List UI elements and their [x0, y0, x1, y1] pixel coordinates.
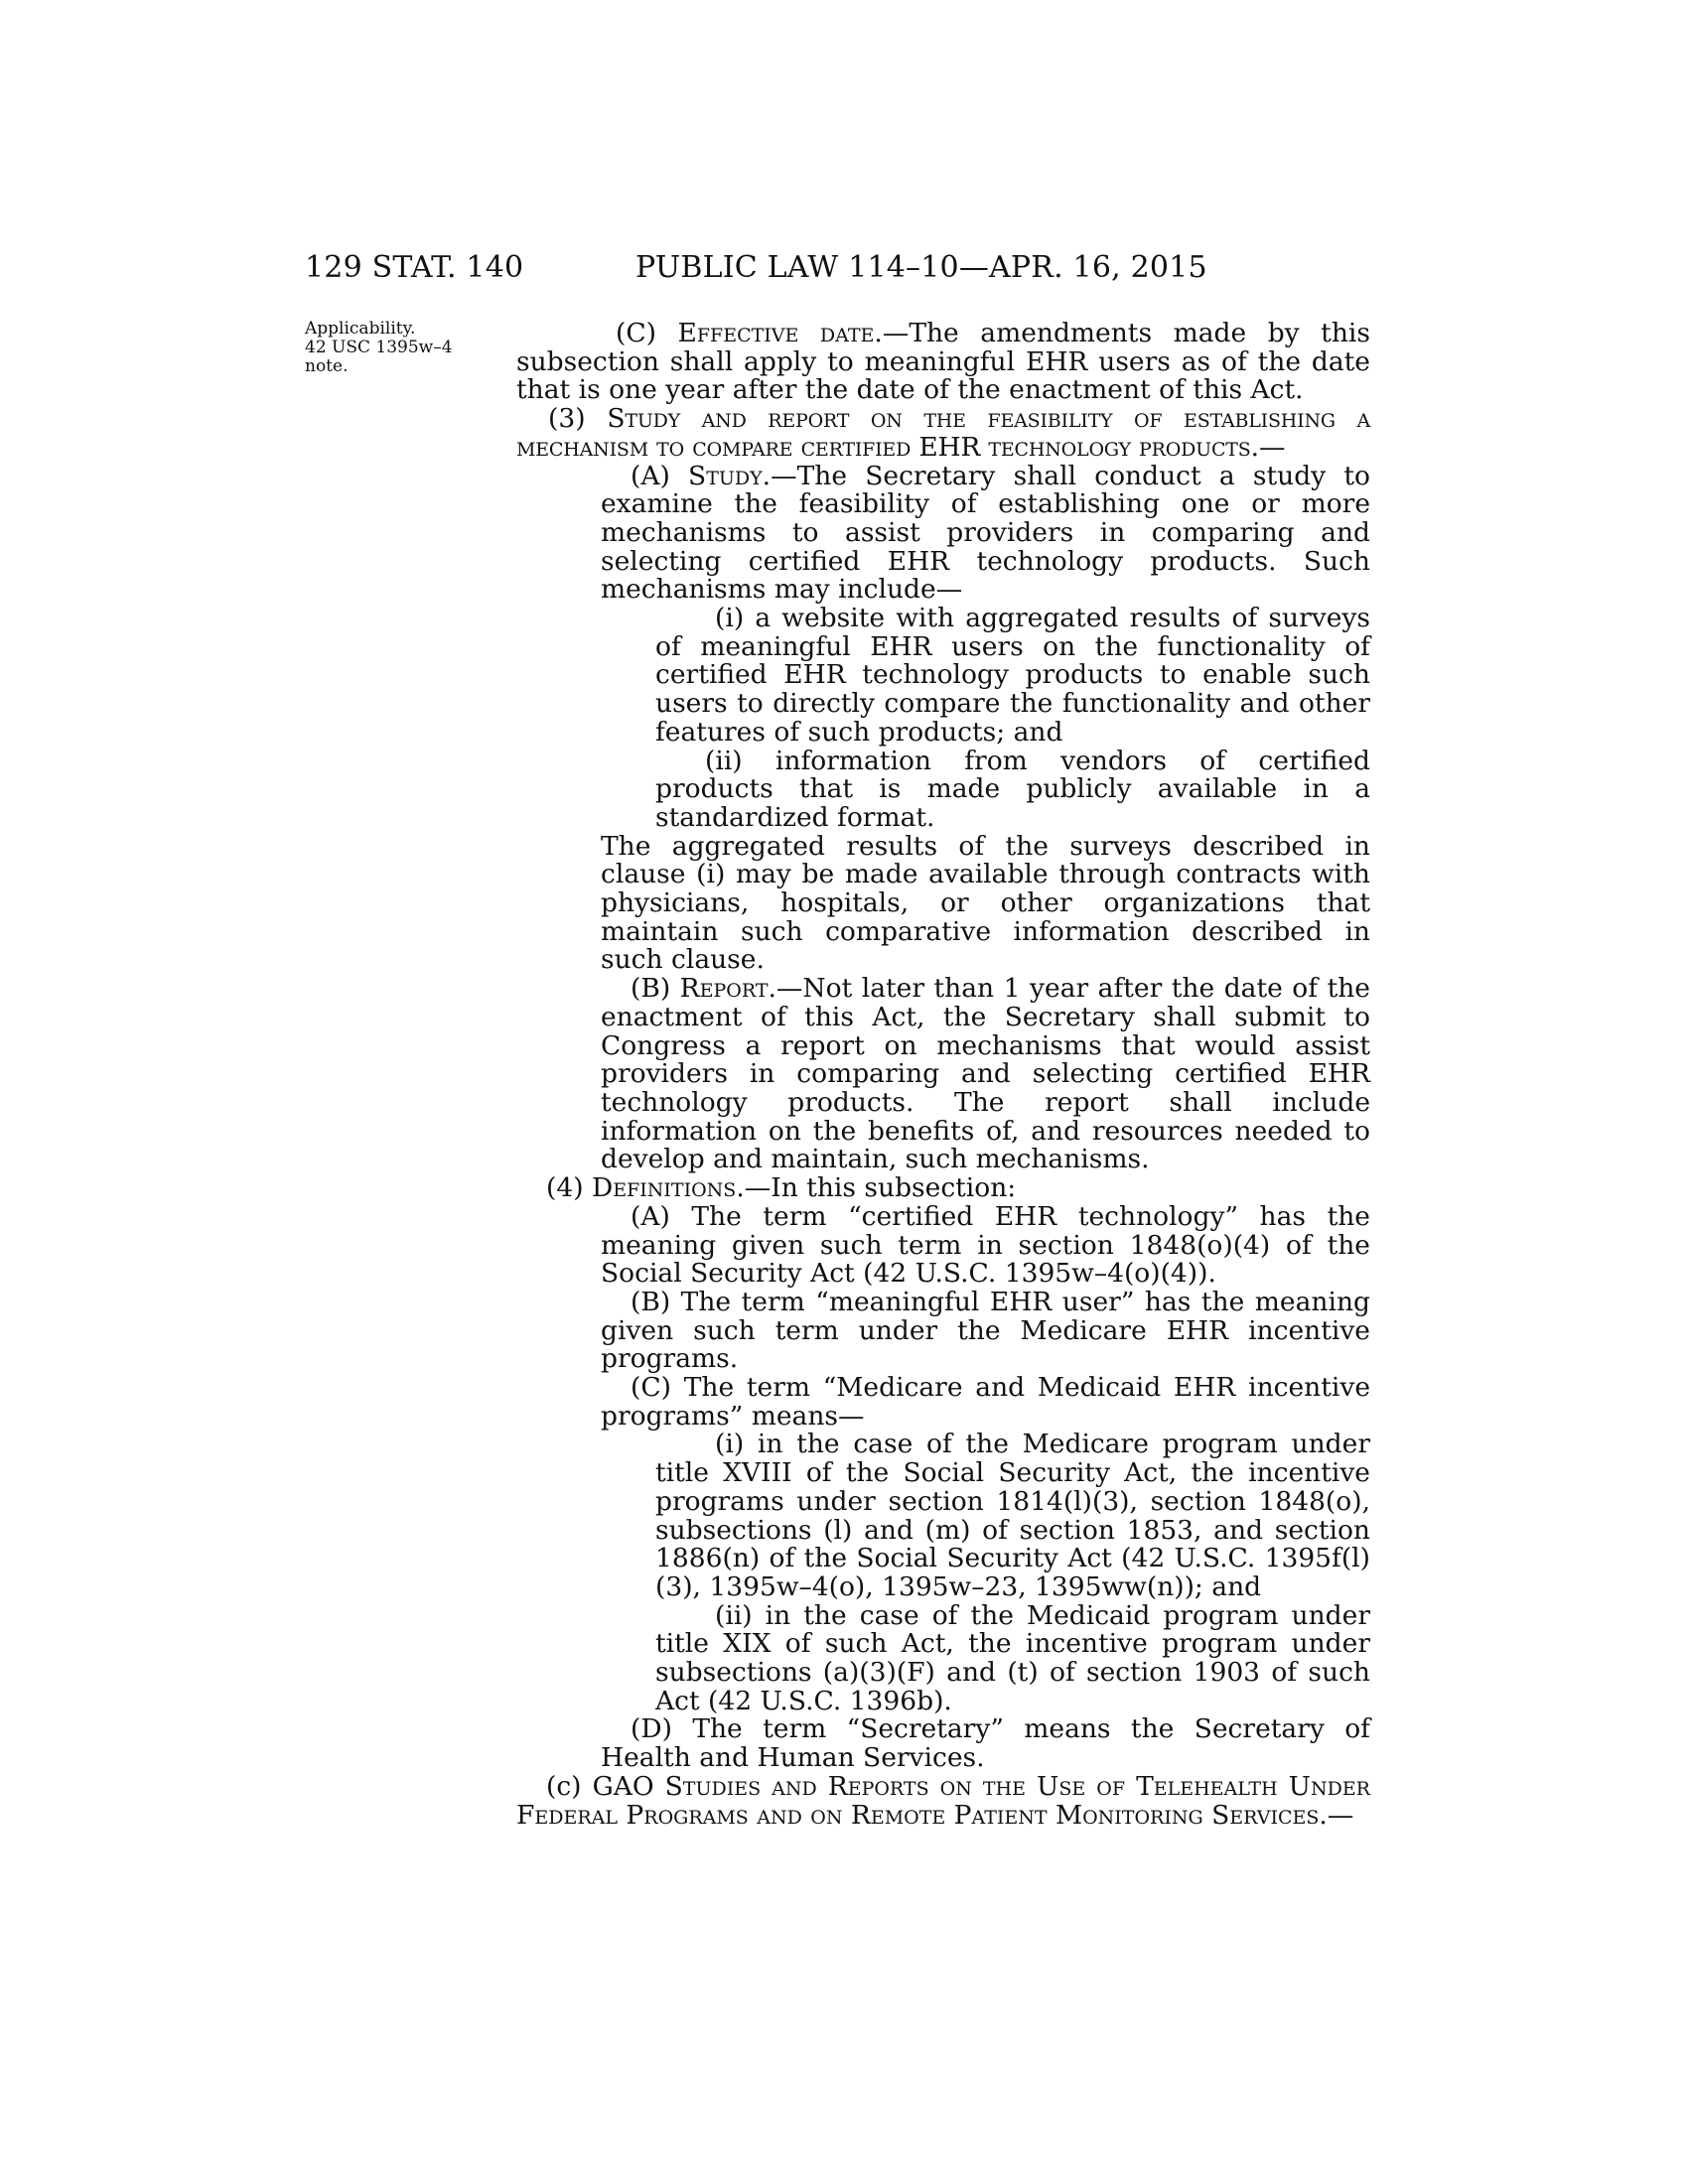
paragraph-text: .—The amendments made by this subsection shall apply to meaningful EHR users as of the date that is one year after the date of the enactment of this Act.	[516, 318, 1370, 406]
paragraph-heading: Definitions	[591, 1172, 737, 1204]
margin-note-line: note.	[305, 356, 349, 376]
clause-ii-medicaid: (ii) in the case of the Medicaid program under title XIX of such Act, the incentive program under subsections (a)(3)(F) and (t) of section 1903 of such Act (42 U.S.C. 1396b).	[655, 1599, 1370, 1716]
margin-note-line: Applicability.	[305, 319, 416, 339]
paragraph-aggregated-results: The aggregated results of the surveys described in clause (i) may be made available through contracts with physicians, hospitals, or other organizations that maintain such comparative information described in such clause.	[601, 830, 1370, 976]
clause-ii-vendor-information: (ii) information from vendors of certified products that is made publicly available in a standardized format.	[655, 745, 1370, 833]
paragraph-lead: (C)	[616, 318, 678, 348]
paragraph-text: .—	[1319, 1799, 1354, 1831]
paragraph-effective-date	[516, 320, 1370, 405]
paragraph-report	[516, 975, 1370, 1174]
paragraph-lead: (B)	[631, 973, 680, 1005]
paragraph-heading: Study and report on the feasibility of establishing a mechanism to compare certified EHR technology products	[516, 403, 1371, 463]
paragraph-text: .—	[1250, 431, 1286, 463]
paragraph-lead: (c)	[546, 1770, 593, 1802]
paragraph-lead: (4)	[546, 1172, 592, 1204]
clause-i-medicare: (i) in the case of the Medicare program under title XVIII of the Social Security Act, the incentive programs under section 1814(l)(3), section 1848(o), subsections (l) and (m) of section 1853, and section 1886(n) of the Social Security Act (42 U.S.C. 1395f(l)(3), 1395w–4(o), 1395w–23, 1395ww(n)); and	[655, 1429, 1370, 1602]
paragraph-definitions	[516, 1174, 1370, 1203]
paragraph-heading: Study	[688, 460, 763, 491]
definition-incentive-programs: (C) The term “Medicare and Medicaid EHR incentive programs” means—	[601, 1372, 1370, 1432]
margin-note	[305, 320, 479, 376]
definition-certified-ehr: (A) The term “certified EHR technology” has the meaning given such term in section 1848(o)(4) of the Social Security Act (42 U.S.C. 1395w–4(o)(4)).	[601, 1200, 1370, 1290]
paragraph-text: .—In this subsection:	[736, 1172, 1017, 1204]
paragraph-text: .—Not later than 1 year after the date of the enactment of this Act, the Secretary shall submit to Congress a report on mechanisms that would assist providers in comparing and selecting certified EHR technology products. The report shall include information on the benefits of, and resources needed to develop and maintain, such mechanisms.	[601, 973, 1370, 1175]
clause-i-website: (i) a website with aggregated results of surveys of meaningful EHR users on the functionality of certified EHR technology products to enable such users to directly compare the functionality and other features of such products; and	[655, 603, 1370, 748]
margin-note-line: 42 USC 1395w–4	[305, 338, 453, 357]
paragraph-lead: (3)	[548, 403, 608, 435]
definition-meaningful-ehr-user: (B) The term “meaningful EHR user” has the meaning given such term under the Medicare EHR incentive programs.	[601, 1286, 1370, 1375]
paragraph-heading: GAO Studies and Reports on the Use of Telehealth Under Federal Programs and on Remote Patient Monitoring Services	[516, 1770, 1370, 1831]
paragraph-heading: Report	[679, 973, 769, 1005]
paragraph-study-and-report	[485, 405, 1370, 462]
running-title: PUBLIC LAW 114–10—APR. 16, 2015	[635, 250, 1207, 285]
paragraph-heading: Effective date	[677, 318, 875, 348]
document-body	[516, 320, 1370, 1830]
subsection-gao-studies	[516, 1770, 1370, 1831]
paragraph-study	[516, 460, 1370, 606]
paragraph-lead: (A)	[631, 460, 689, 491]
definition-secretary: (D) The term “Secretary” means the Secretary of Health and Human Services.	[601, 1713, 1370, 1774]
page-stat-number: 129 STAT. 140	[305, 250, 524, 285]
paragraph-text: .—The Secretary shall conduct a study to examine the feasibility of establishing one or more mechanisms to assist providers in comparing and selecting certified EHR technology products. Such mechanisms may include—	[601, 460, 1370, 606]
